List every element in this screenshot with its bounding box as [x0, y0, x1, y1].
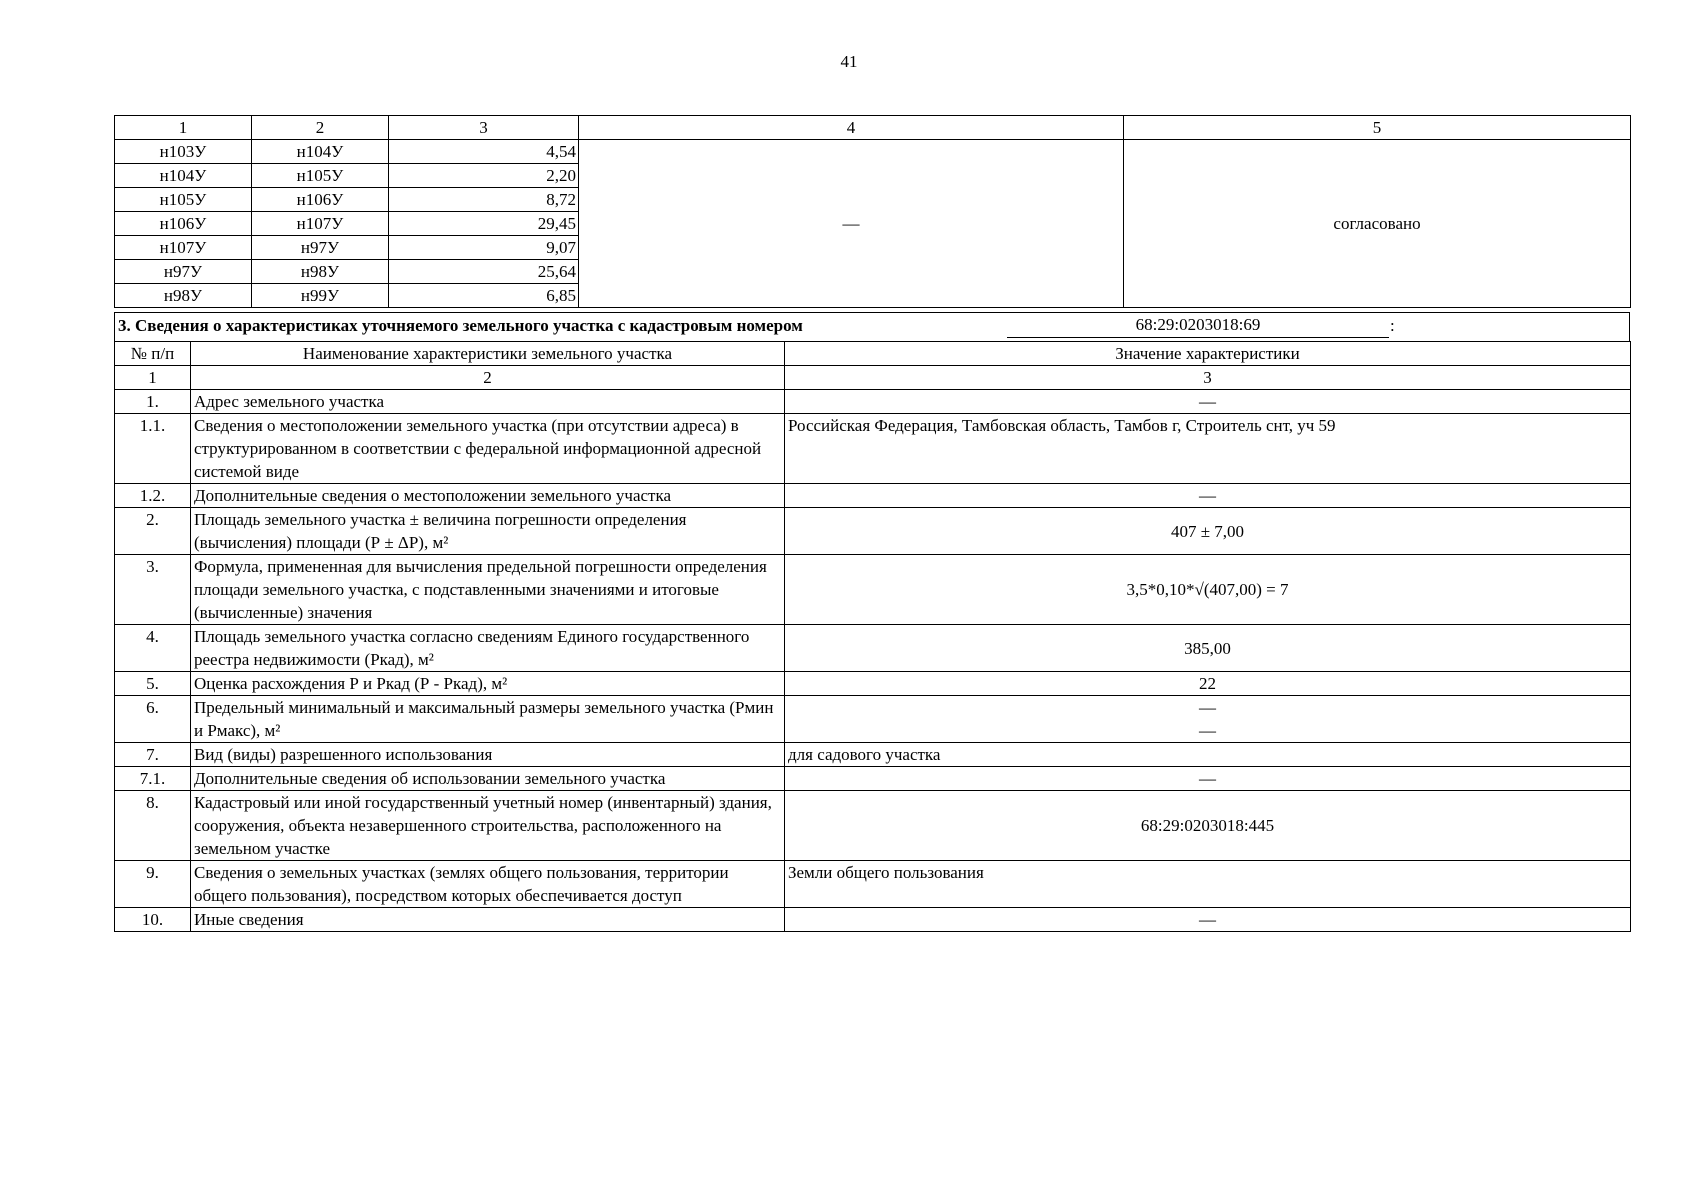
row-name: Предельный минимальный и максимальный размеры земельного участка (Рмин и Рмакс), м²	[191, 696, 785, 743]
row-number: 10.	[115, 908, 191, 932]
column-number-row	[115, 366, 1631, 390]
boundary-col4-value: —	[579, 140, 1124, 308]
row-name: Адрес земельного участка	[191, 390, 785, 414]
point-from: н106У	[115, 212, 252, 236]
row-number: 6.	[115, 696, 191, 743]
boundary-header-3: 3	[389, 116, 579, 140]
segment-length: 25,64	[389, 260, 579, 284]
row-name: Дополнительные сведения об использовании земельного участка	[191, 767, 785, 791]
page-number: 41	[840, 52, 858, 71]
row-name: Вид (виды) разрешенного использования	[191, 743, 785, 767]
row-value-min: —	[1199, 698, 1216, 717]
point-to: н107У	[252, 212, 389, 236]
row-name: Кадастровый или иной государственный учетный номер (инвентарный) здания, сооружения, объекта незавершенного строительства, расположенного на земельном участке	[191, 791, 785, 861]
table-row	[115, 414, 1631, 484]
table-row	[115, 908, 1631, 932]
table-row	[115, 140, 1631, 164]
segment-length: 4,54	[389, 140, 579, 164]
row-number: 1.1.	[115, 414, 191, 484]
segment-length: 6,85	[389, 284, 579, 308]
row-number: 8.	[115, 791, 191, 861]
section-3-header	[114, 312, 1630, 341]
point-to: н105У	[252, 164, 389, 188]
row-name: Формула, примененная для вычисления предельной погрешности определения площади земельного участка, с подставленными значениями и итоговые (вычисленные) значения	[191, 555, 785, 625]
boundary-header-1: 1	[115, 116, 252, 140]
row-value: —	[785, 484, 1631, 508]
section-3-title: 3. Сведения о характеристиках уточняемого земельного участка с кадастровым номером	[118, 316, 803, 335]
point-to: н104У	[252, 140, 389, 164]
point-to: н98У	[252, 260, 389, 284]
row-number: 7.1.	[115, 767, 191, 791]
row-value: —	[785, 908, 1631, 932]
point-from: н104У	[115, 164, 252, 188]
row-name: Иные сведения	[191, 908, 785, 932]
table-row	[115, 484, 1631, 508]
point-from: н107У	[115, 236, 252, 260]
row-value: —	[785, 767, 1631, 791]
segment-length: 9,07	[389, 236, 579, 260]
segment-length: 29,45	[389, 212, 579, 236]
row-value: Российская Федерация, Тамбовская область, Тамбов г, Строитель снт, уч 59	[785, 414, 1631, 484]
row-name: Сведения о местоположении земельного участка (при отсутствии адреса) в структурированном в соответствии с федеральной информационной адресной системой виде	[191, 414, 785, 484]
segment-length: 2,20	[389, 164, 579, 188]
col-number-3: 3	[785, 366, 1631, 390]
table-row	[115, 696, 1631, 743]
row-value: —	[785, 390, 1631, 414]
header-number: № п/п	[115, 342, 191, 366]
row-number: 1.	[115, 390, 191, 414]
table-row	[115, 743, 1631, 767]
row-name: Дополнительные сведения о местоположении земельного участка	[191, 484, 785, 508]
table-row	[115, 672, 1631, 696]
row-value: 68:29:0203018:445	[785, 791, 1631, 861]
table-row	[115, 555, 1631, 625]
row-name: Сведения о земельных участках (землях общего пользования, территории общего пользования), посредством которых обеспечивается доступ	[191, 861, 785, 908]
row-value: 3,5*0,10*√(407,00) = 7	[785, 555, 1631, 625]
row-name: Площадь земельного участка согласно сведениям Единого государственного реестра недвижимости (Ркад), м²	[191, 625, 785, 672]
cadastral-number: 68:29:0203018:69	[1007, 313, 1389, 338]
point-from: н103У	[115, 140, 252, 164]
row-number: 3.	[115, 555, 191, 625]
row-value-max: —	[1199, 721, 1216, 740]
table-row	[115, 390, 1631, 414]
row-value: Земли общего пользования	[785, 861, 1631, 908]
row-value: 407 ± 7,00	[785, 508, 1631, 555]
point-from: н98У	[115, 284, 252, 308]
row-value: 385,00	[785, 625, 1631, 672]
table-row	[115, 767, 1631, 791]
point-to: н97У	[252, 236, 389, 260]
characteristics-table	[114, 341, 1631, 932]
col-number-1: 1	[115, 366, 191, 390]
row-number: 4.	[115, 625, 191, 672]
col-number-2: 2	[191, 366, 785, 390]
table-row	[115, 791, 1631, 861]
point-from: н97У	[115, 260, 252, 284]
point-from: н105У	[115, 188, 252, 212]
table-row	[115, 861, 1631, 908]
boundary-header-row	[115, 116, 1631, 140]
row-value: для садового участка	[785, 743, 1631, 767]
row-name: Площадь земельного участка ± величина погрешности определения (вычисления) площади (Р ± ΔР), м²	[191, 508, 785, 555]
boundary-header-2: 2	[252, 116, 389, 140]
row-number: 1.2.	[115, 484, 191, 508]
header-value: Значение характеристики	[785, 342, 1631, 366]
row-name: Оценка расхождения Р и Ркад (Р - Ркад), м²	[191, 672, 785, 696]
point-to: н106У	[252, 188, 389, 212]
row-value-pair	[785, 696, 1631, 743]
segment-length: 8,72	[389, 188, 579, 212]
point-to: н99У	[252, 284, 389, 308]
characteristics-header-row	[115, 342, 1631, 366]
row-value: 22	[785, 672, 1631, 696]
header-name: Наименование характеристики земельного участка	[191, 342, 785, 366]
section-3-cell	[115, 313, 1630, 342]
row-number: 2.	[115, 508, 191, 555]
boundary-header-5: 5	[1124, 116, 1631, 140]
boundary-header-4: 4	[579, 116, 1124, 140]
cadastral-colon: :	[1390, 316, 1395, 335]
table-row	[115, 625, 1631, 672]
row-number: 7.	[115, 743, 191, 767]
row-number: 5.	[115, 672, 191, 696]
boundary-col5-value: согласовано	[1124, 140, 1631, 308]
table-row	[115, 508, 1631, 555]
boundary-table	[114, 115, 1631, 308]
row-number: 9.	[115, 861, 191, 908]
